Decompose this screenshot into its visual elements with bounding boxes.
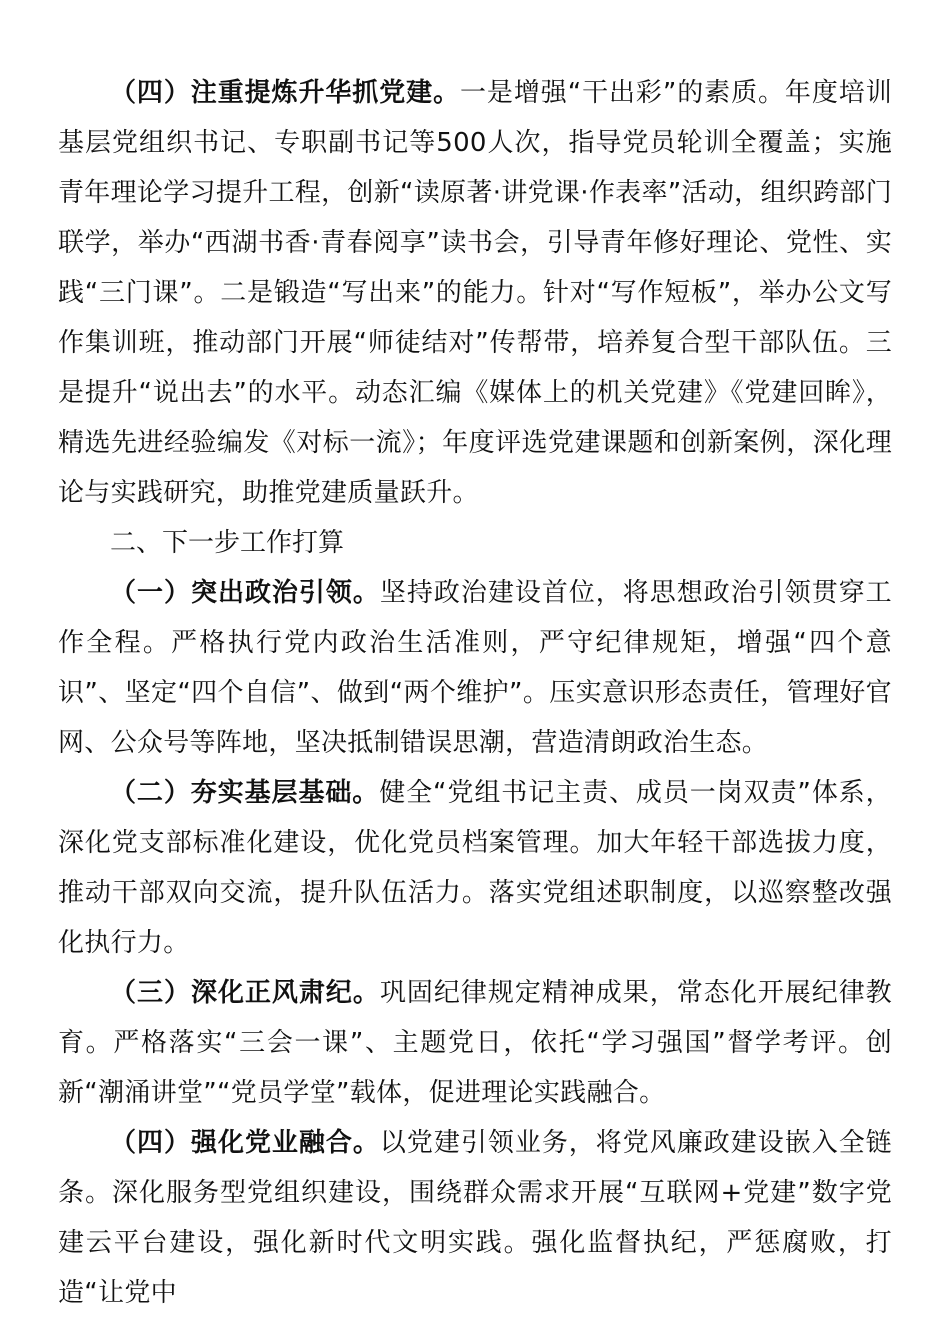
paragraph-heading: （四）强化党业融合。 [110,1128,380,1158]
paragraph-grassroots-foundation [58,768,892,968]
paragraph-heading: （三）深化正风肃纪。 [110,978,380,1008]
section-heading-next-steps: 二、下一步工作打算 [110,528,345,558]
paragraph-body: 坚持政治建设首位，将思想政治引领贯穿工作全程。严格执行党内政治生活准则，严守纪律规矩，增强“四个意识”、坚定“四个自信”、做到“两个维护”。压实意识形态责任，管理好官网、公众号等阵地，坚决抵制错误思潮，营造清朗政治生态。 [58,578,892,758]
paragraph-party-building-refinement [58,68,892,518]
paragraph-body: 巩固纪律规定精神成果，常态化开展纪律教育。严格落实“三会一课”、主题党日，依托“学习强国”督学考评。创新“潮涌讲堂”“党员学堂”载体，促进理论实践融合。 [58,978,892,1108]
paragraph-body: 一是增强“干出彩”的素质。年度培训基层党组织书记、专职副书记等500人次，指导党员轮训全覆盖；实施青年理论学习提升工程，创新“读原著·讲党课·作表率”活动，组织跨部门联学，举办“西湖书香·青春阅享”读书会，引导青年修好理论、党性、实践“三门课”。二是锻造“写出来”的能力。针对“写作短板”，举办公文写作集训班，推动部门开展“师徒结对”传帮带，培养复合型干部队伍。三是提升“说出去”的水平。动态汇编《媒体上的机关党建》《党建回眸》，精选先进经验编发《对标一流》；年度评选党建课题和创新案例，深化理论与实践研究，助推党建质量跃升。 [58,78,892,508]
paragraph-heading: （四）注重提炼升华抓党建。 [110,78,460,108]
paragraph-heading: （一）突出政治引领。 [110,578,380,608]
paragraph-body: 健全“党组书记主责、成员一岗双责”体系，深化党支部标准化建设，优化党员档案管理。加大年轻干部选拔力度，推动干部双向交流，提升队伍活力。落实党组述职制度，以巡察整改强化执行力。 [58,778,892,958]
paragraph-body: 以党建引领业务，将党风廉政建设嵌入全链条。深化服务型党组织建设，围绕群众需求开展“互联网+党建”数字党建云平台建设，强化新时代文明实践。强化监督执纪，严惩腐败，打造“让党中 [58,1128,892,1308]
paragraph-discipline [58,968,892,1118]
paragraph-heading: （二）夯实基层基础。 [110,778,380,808]
paragraph-integration [58,1118,892,1318]
paragraph-political-guidance [58,568,892,768]
